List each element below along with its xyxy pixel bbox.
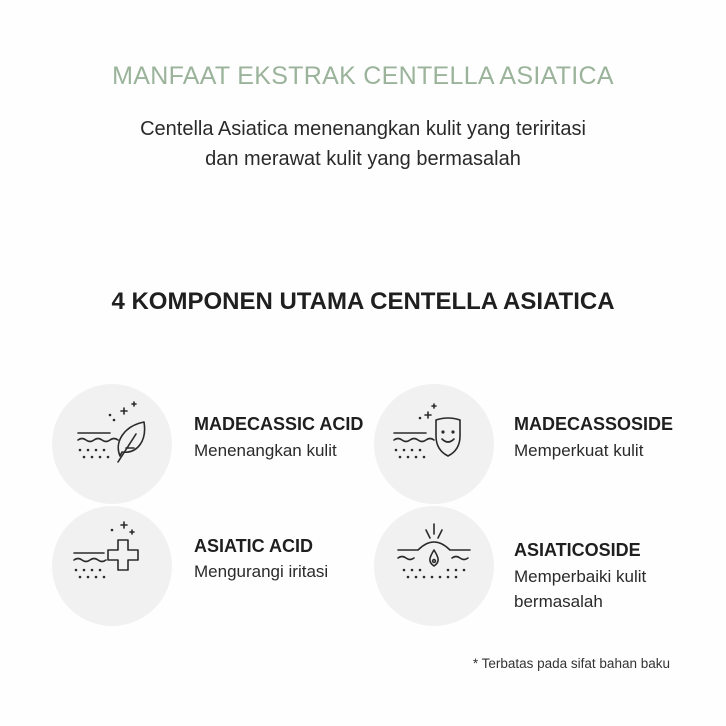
component-3-name: ASIATIC ACID [194, 536, 313, 556]
subtitle-line-2: dan merawat kulit yang bermasalah [205, 148, 521, 170]
components-section-title: 4 KOMPONEN UTAMA CENTELLA ASIATICA [111, 288, 615, 315]
component-4-icon-circle [374, 506, 494, 626]
skin-repair-icon [374, 506, 494, 626]
page-heading: MANFAAT EKSTRAK CENTELLA ASIATICA [112, 62, 614, 90]
component-2-icon-circle [374, 384, 494, 504]
component-1-name: MADECASSIC ACID [194, 414, 364, 434]
subtitle-line-1: Centella Asiatica menenangkan kulit yang teriritasi [140, 118, 586, 140]
component-1-desc: Menenangkan kulit [194, 441, 337, 460]
component-4-desc-line-1: Memperbaiki kulit [514, 567, 647, 586]
component-3-icon-circle [52, 506, 172, 626]
skin-leaf-icon [52, 384, 172, 504]
page-subtitle [0, 114, 726, 174]
component-1-icon-circle [52, 384, 172, 504]
skin-shield-icon [374, 384, 494, 504]
footnote: * Terbatas pada sifat bahan baku [472, 656, 670, 671]
component-3-desc: Mengurangi iritasi [194, 562, 329, 581]
component-4-desc-line-2: bermasalah [514, 592, 603, 611]
skin-cross-icon [52, 506, 172, 626]
component-2-name: MADECASSOSIDE [514, 414, 674, 434]
component-4-name: ASIATICOSIDE [514, 540, 641, 560]
component-4-desc [514, 564, 646, 614]
component-2-desc: Memperkuat kulit [514, 441, 644, 460]
